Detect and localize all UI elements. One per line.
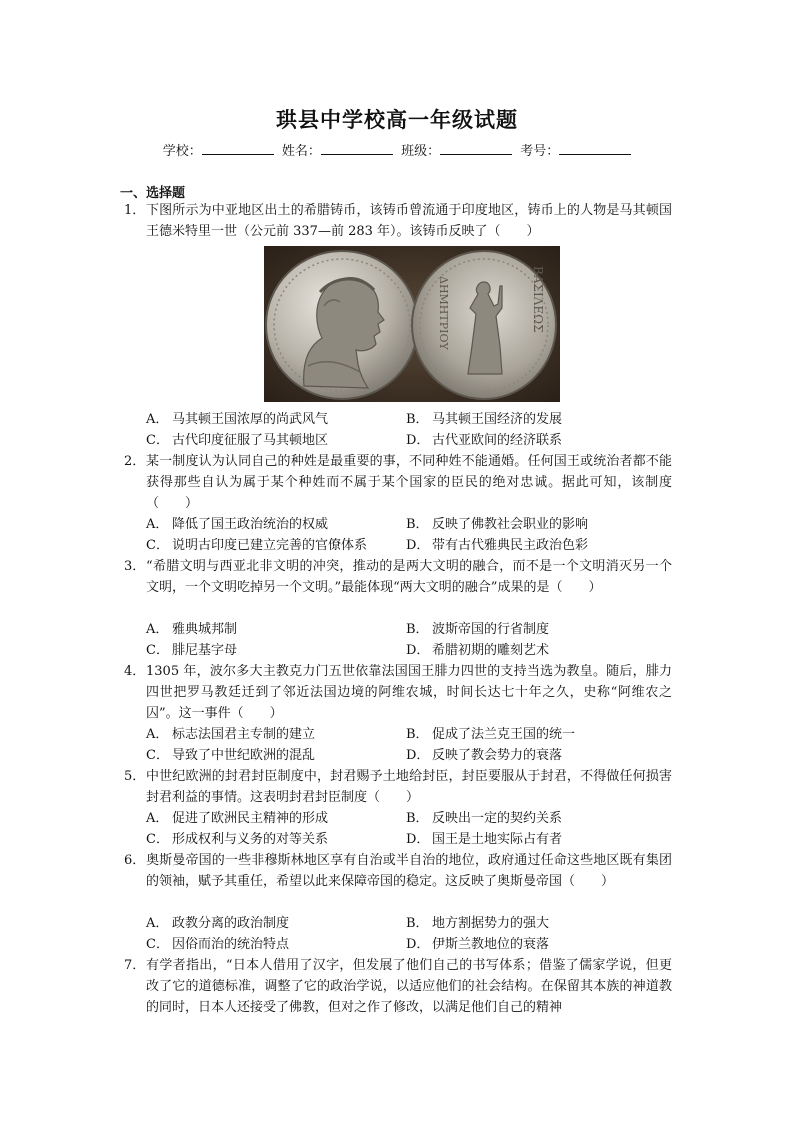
option-b[interactable]: B． 波斯帝国的行省制度 — [406, 622, 550, 637]
option-c[interactable]: C． 导致了中世纪欧洲的混乱 — [146, 748, 316, 763]
exam-number-blank[interactable] — [559, 142, 631, 155]
school-label: 学校： — [162, 144, 202, 159]
coin-reverse — [412, 251, 556, 399]
option-b[interactable]: B． 反映出一定的契约关系 — [406, 811, 563, 826]
option-d[interactable]: D． 古代亚欧间的经济联系 — [406, 433, 563, 448]
question-1 — [124, 200, 672, 242]
option-d[interactable]: D． 伊斯兰教地位的衰落 — [406, 937, 550, 952]
option-c[interactable]: C． 说明古印度已建立完善的官僚体系 — [146, 538, 368, 553]
student-info-line — [0, 140, 794, 159]
question-text: 某一制度认为认同自己的种姓是最重要的事，不同种姓不能通婚。任何国王或统治者都不能获得那些自认为属于某个种姓而不属于某个国家的臣民的绝对忠诚。据此可知，该制度（ ） — [146, 454, 672, 511]
question-number: 1． — [124, 203, 146, 218]
option-a[interactable]: A． 降低了国王政治统治的权威 — [146, 517, 329, 532]
question-2 — [124, 451, 672, 514]
question-number: 6． — [124, 853, 146, 868]
section-title: 一、选择题 — [120, 186, 186, 201]
question-number: 5． — [124, 769, 146, 784]
question-7 — [124, 955, 672, 1018]
option-a[interactable]: A． 政教分离的政治制度 — [146, 916, 290, 931]
question-number: 2． — [124, 454, 146, 469]
coin-obverse — [266, 251, 418, 399]
coin-photo — [264, 246, 560, 402]
option-a[interactable]: A． 标志法国君主专制的建立 — [146, 727, 316, 742]
option-c[interactable]: C． 古代印度征服了马其顿地区 — [146, 433, 329, 448]
name-blank[interactable] — [321, 142, 393, 155]
option-b[interactable]: B． 反映了佛教社会职业的影响 — [406, 517, 589, 532]
coin-inscription-right: ΒΑΣΙΛΕΩΣ — [531, 266, 545, 333]
question-number: 7． — [124, 958, 146, 973]
question-4 — [124, 661, 672, 724]
option-b[interactable]: B． 促成了法兰克王国的统一 — [406, 727, 576, 742]
exam-number-label: 考号： — [520, 144, 560, 159]
question-text: 中世纪欧洲的封君封臣制度中，封君赐予土地给封臣，封臣要服从于封君，不得做任何损害封君利益的事情。这表明封君封臣制度（ ） — [146, 769, 672, 805]
question-6 — [124, 850, 672, 892]
school-blank[interactable] — [202, 142, 274, 155]
class-blank[interactable] — [440, 142, 512, 155]
question-5 — [124, 766, 672, 808]
name-label: 姓名： — [281, 144, 321, 159]
page-title: 珙县中学校高一年级试题 — [276, 108, 518, 132]
option-a[interactable]: A． 马其顿王国浓厚的尚武风气 — [146, 412, 329, 427]
option-a[interactable]: A． 雅典城邦制 — [146, 622, 238, 637]
option-d[interactable]: D． 反映了教会势力的衰落 — [406, 748, 563, 763]
option-b[interactable]: B． 马其顿王国经济的发展 — [406, 412, 563, 427]
question-3 — [124, 556, 672, 598]
question-number: 3． — [124, 559, 146, 574]
coin-inscription-left: ΔΗΜΗΤΡΙΟΥ — [437, 276, 450, 350]
option-c[interactable]: C． 因俗而治的统治特点 — [146, 937, 290, 952]
question-text: 1305 年，波尔多大主教克力门五世依靠法国国王腓力四世的支持当选为教皇。随后，腓力四世把罗马教廷迁到了邻近法国边境的阿维农城，时间长达七十年之久，史称“阿维农之囚”。这一事件（ ） — [146, 664, 672, 721]
question-number: 4． — [124, 664, 146, 679]
question-text: “希腊文明与西亚北非文明的冲突，推动的是两大文明的融合，而不是一个文明消灭另一个文明，一个文明吃掉另一个文明。”最能体现“两大文明的融合”成果的是（ ） — [146, 559, 672, 595]
option-c[interactable]: C． 腓尼基字母 — [146, 643, 238, 658]
option-d[interactable]: D． 国王是土地实际占有者 — [406, 832, 563, 847]
option-b[interactable]: B． 地方割据势力的强大 — [406, 916, 550, 931]
question-text: 有学者指出，“日本人借用了汉字，但发展了他们自己的书写体系；借鉴了儒家学说，但更改了它的道德标准，调整了它的政治学说，以适应他们的社会结构。在保留其本族的神道教的同时，日本人还接受了佛教，但对之作了修改，以满足他们自己的精神 — [146, 958, 672, 1015]
option-c[interactable]: C． 形成权利与义务的对等关系 — [146, 832, 329, 847]
class-label: 班级： — [401, 144, 441, 159]
option-d[interactable]: D． 希腊初期的雕刻艺术 — [406, 643, 550, 658]
option-a[interactable]: A． 促进了欧洲民主精神的形成 — [146, 811, 329, 826]
option-d[interactable]: D． 带有古代雅典民主政治色彩 — [406, 538, 589, 553]
question-text: 下图所示为中亚地区出土的希腊铸币，该铸币曾流通于印度地区，铸币上的人物是马其顿国王德米特里一世（公元前 337—前 283 年）。该铸币反映了（ ） — [146, 203, 672, 239]
question-text: 奥斯曼帝国的一些非穆斯林地区享有自治或半自治的地位，政府通过任命这些地区既有集团的领袖，赋予其重任，希望以此来保障帝国的稳定。这反映了奥斯曼帝国（ ） — [146, 853, 672, 889]
